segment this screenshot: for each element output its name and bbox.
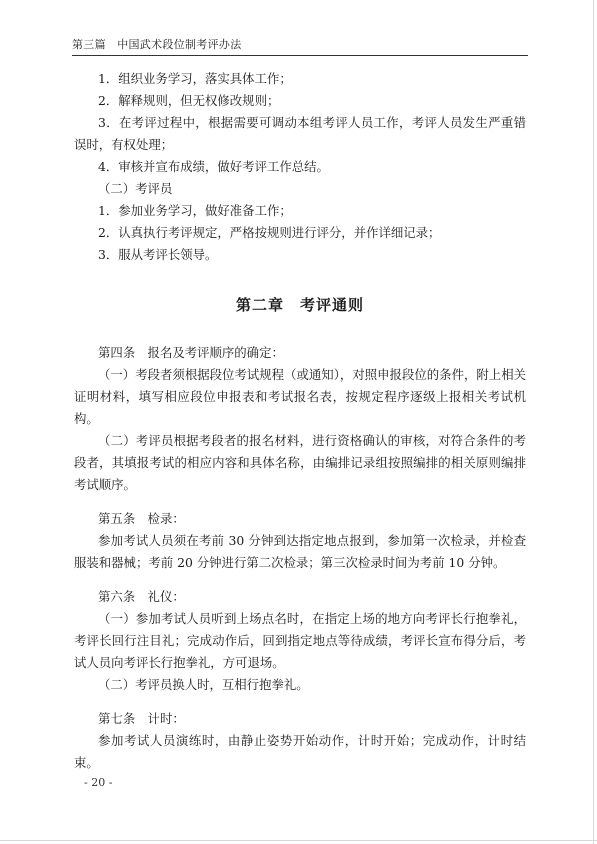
article-6-paragraph-2: （二）考评员换人时，互相行抱拳礼。 [98,677,309,692]
page-edge-right [593,0,594,844]
article-4-paragraph-2: （二）考评员根据考段者的报名材料，进行资格确认的审核，对符合条件的考段者，其填报考试的相应内容和具体名称，由编排记录组按照编排的相关原则编排考试顺序。 [74,433,526,492]
paragraph-3: 3．在考评过程中，根据需要可调动本组考评人员工作，考评人员发生严重错误时，有权处理； [74,115,526,152]
paragraph-6: 1．参加业务学习，做好准备工作； [98,203,292,218]
header-rule [72,55,528,56]
paragraph-7: 2．认真执行考评规定，严格按规则进行评分，并作详细记录； [98,225,441,240]
page-edge-bottom [0,840,597,841]
article-6-paragraph-1: （一）参加考试人员听到上场点名时，在指定上场的地方向考评长行抱拳礼，考评长回行注目礼；完成动作后，回到指定地点等待成绩，考评长宣布得分后，考试人员向考评长行抱拳礼，方可退场。 [74,611,526,670]
paragraph-1: 1．组织业务学习，落实具体工作； [98,71,292,86]
page-number: - 20 - [84,776,113,789]
article-4-title: 第四条 报名及考评顺序的确定： [98,345,284,360]
article-5-paragraph-1: 参加考试人员须在考前 30 分钟到达指定地点报到，参加第一次检录，并检查服装和器械；考前 20 分钟进行第二次检录；第三次检录时间为考前 10 分钟。 [74,533,526,570]
article-5-title: 第五条 检录： [98,511,185,526]
running-header: 第三篇 中国武术段位制考评办法 [72,38,242,51]
article-7-paragraph-1: 参加考试人员演练时，由静止姿势开始动作，计时开始；完成动作，计时结束。 [74,733,526,770]
article-7-title: 第七条 计时： [98,711,185,726]
article-4-paragraph-1: （一）考段者须根据段位考试规程（或通知），对照申报段位的条件，附上相关证明材料，填写相应段位申报表和考试报名表，按规定程序逐级上报相关考试机构。 [74,367,526,426]
paragraph-8: 3．服从考评长领导。 [98,247,218,262]
paragraph-4: 4．审核并宣布成绩，做好考评工作总结。 [98,159,329,174]
chapter-title: 第二章 考评通则 [235,296,364,314]
section-heading-examiner: （二）考评员 [98,181,173,196]
paragraph-2: 2．解释规则，但无权修改规则； [98,93,280,108]
page-body [74,68,526,774]
article-6-title: 第六条 礼仪： [98,589,185,604]
